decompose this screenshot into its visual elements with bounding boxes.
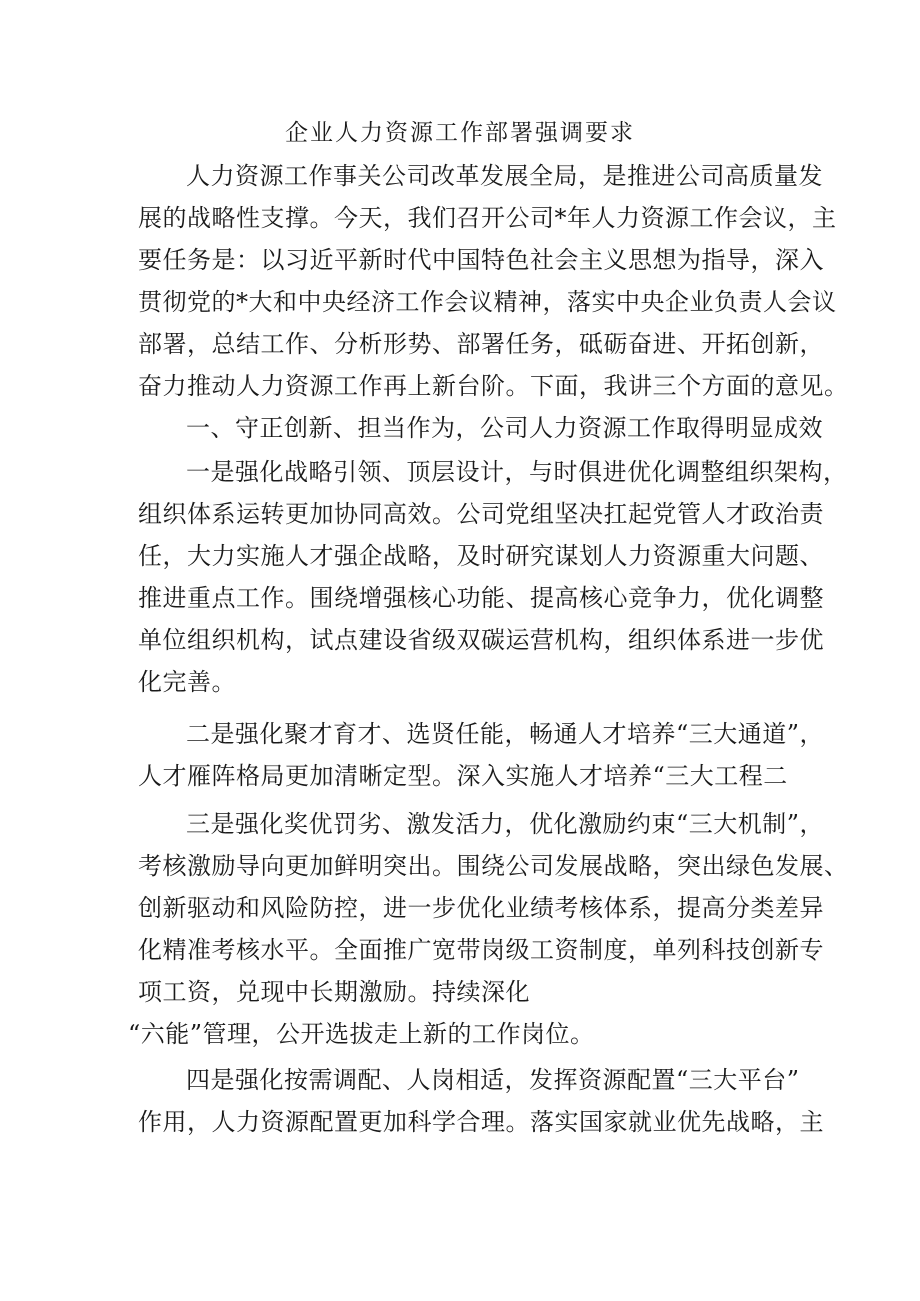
- paragraph-line: 单位组织机构，试点建设省级双碳运营机构，组织体系进一步优: [138, 626, 824, 654]
- paragraph-line: 作用，人力资源配置更加科学合理。落实国家就业优先战略，主: [138, 1108, 824, 1136]
- paragraph-line: 二是强化聚才育才、选贤任能，畅通人才培养“三大通道”，: [186, 720, 825, 748]
- paragraph-line: 展的战略性支撑。今天，我们召开公司*年人力资源工作会议，主: [138, 204, 837, 232]
- paragraph-line: 组织体系运转更加协同高效。公司党组坚决扛起党管人才政治责: [138, 500, 824, 528]
- paragraph-line: 奋力推动人力资源工作再上新台阶。下面，我讲三个方面的意见。: [138, 372, 849, 400]
- paragraph-line: 贯彻党的*大和中央经济工作会议精神，落实中央企业负责人会议: [138, 288, 837, 316]
- paragraph-line: 一是强化战略引领、顶层设计，与时俱进优化调整组织架构，: [186, 458, 848, 486]
- paragraph-line: 推进重点工作。围绕增强核心功能、提高核心竞争力，优化调整: [138, 584, 824, 612]
- paragraph-line: 人才雁阵格局更加清晰定型。深入实施人才培养“三大工程二: [138, 762, 788, 790]
- paragraph-line: 创新驱动和风险防控，进一步优化业绩考核体系，提高分类差异: [138, 894, 824, 922]
- paragraph-line: 化完善。: [138, 668, 236, 696]
- paragraph-line: 人力资源工作事关公司改革发展全局，是推进公司高质量发: [186, 162, 823, 190]
- document-title: 企业人力资源工作部署强调要求: [285, 120, 635, 146]
- paragraph-line: “六能”管理，公开选拔走上新的工作岗位。: [128, 1020, 595, 1048]
- paragraph-line: 考核激励导向更加鲜明突出。围绕公司发展战略，突出绿色发展、: [138, 852, 849, 880]
- paragraph-line: 部署，总结工作、分析形势、部署任务，砥砺奋进、开拓创新，: [138, 330, 824, 358]
- paragraph-line: 三是强化奖优罚劣、激发活力，优化激励约束“三大机制”，: [186, 810, 825, 838]
- paragraph-line: 要任务是：以习近平新时代中国特色社会主义思想为指导，深入: [138, 246, 824, 274]
- paragraph-line: 任，大力实施人才强企战略，及时研究谋划人力资源重大问题、: [138, 542, 824, 570]
- paragraph-line: 化精准考核水平。全面推广宽带岗级工资制度，单列科技创新专: [138, 936, 824, 964]
- paragraph-line: 项工资，兑现中长期激励。持续深化: [138, 978, 530, 1006]
- paragraph-line: 四是强化按需调配、人岗相适，发挥资源配置“三大平台”: [186, 1066, 800, 1094]
- section-heading: 一、守正创新、担当作为，公司人力资源工作取得明显成效: [186, 414, 823, 442]
